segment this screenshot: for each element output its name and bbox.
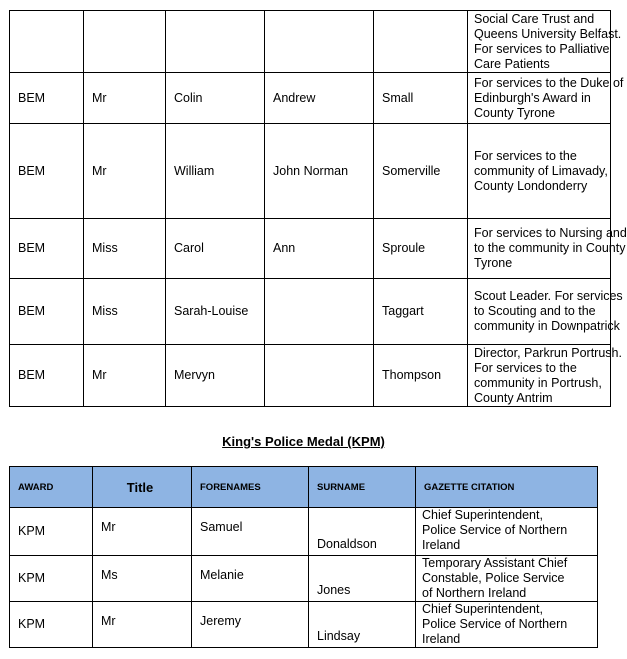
surname-cell: Thompson <box>374 345 468 407</box>
title-cell: Miss <box>84 219 166 279</box>
award-cell: BEM <box>10 219 84 279</box>
middle-name-cell <box>265 279 374 345</box>
table-row <box>10 345 611 407</box>
header-title: Title <box>93 467 192 508</box>
citation-cell: Social Care Trust and Queens University Belfast. For services to Palliative Care Patients <box>468 11 611 73</box>
title-cell <box>84 11 166 73</box>
table-row <box>10 508 598 556</box>
middle-name-cell: Ann <box>265 219 374 279</box>
table-row <box>10 73 611 124</box>
table-row <box>10 11 611 73</box>
forename-cell: Sarah-Louise <box>166 279 265 345</box>
title-cell: Mr <box>93 602 192 648</box>
citation-cell: Scout Leader. For services to Scouting and to the community in Downpatrick <box>468 279 611 345</box>
forename-cell <box>166 11 265 73</box>
award-cell: KPM <box>10 602 93 648</box>
header-surname: SURNAME <box>309 467 416 508</box>
section-heading: King's Police Medal (KPM) <box>222 434 385 449</box>
surname-cell: Taggart <box>374 279 468 345</box>
title-cell: Mr <box>93 508 192 556</box>
award-cell: KPM <box>10 508 93 556</box>
award-cell: KPM <box>10 556 93 602</box>
citation-cell: Chief Superintendent, Police Service of Northern Ireland <box>416 602 598 648</box>
middle-name-cell: Andrew <box>265 73 374 124</box>
surname-cell: Lindsay <box>309 602 416 648</box>
table-header-row <box>10 467 598 508</box>
forename-cell: Jeremy <box>192 602 309 648</box>
header-gazette-citation: GAZETTE CITATION <box>416 467 598 508</box>
surname-cell: Donaldson <box>309 508 416 556</box>
award-cell <box>10 11 84 73</box>
forename-cell: William <box>166 124 265 219</box>
title-cell: Mr <box>84 345 166 407</box>
middle-name-cell <box>265 345 374 407</box>
table-row <box>10 556 598 602</box>
surname-cell: Jones <box>309 556 416 602</box>
forename-cell: Colin <box>166 73 265 124</box>
title-cell: Miss <box>84 279 166 345</box>
title-cell: Mr <box>84 73 166 124</box>
citation-cell: For services to the community of Limavady, County Londonderry <box>468 124 611 219</box>
kpm-table <box>9 466 598 648</box>
citation-cell: Director, Parkrun Portrush. For services to the community in Portrush, County Antrim <box>468 345 611 407</box>
award-cell: BEM <box>10 73 84 124</box>
surname-cell: Somerville <box>374 124 468 219</box>
middle-name-cell: John Norman <box>265 124 374 219</box>
award-cell: BEM <box>10 345 84 407</box>
middle-name-cell <box>265 11 374 73</box>
table-row <box>10 279 611 345</box>
forename-cell: Melanie <box>192 556 309 602</box>
surname-cell <box>374 11 468 73</box>
table-row <box>10 124 611 219</box>
forename-cell: Carol <box>166 219 265 279</box>
forename-cell: Samuel <box>192 508 309 556</box>
citation-cell: Temporary Assistant Chief Constable, Police Service of Northern Ireland <box>416 556 598 602</box>
award-cell: BEM <box>10 124 84 219</box>
title-cell: Ms <box>93 556 192 602</box>
citation-cell: For services to Nursing and to the community in County Tyrone <box>468 219 611 279</box>
bem-table <box>9 10 627 407</box>
header-forenames: FORENAMES <box>192 467 309 508</box>
forename-cell: Mervyn <box>166 345 265 407</box>
citation-cell: For services to the Duke of Edinburgh's Award in County Tyrone <box>468 73 611 124</box>
citation-cell: Chief Superintendent, Police Service of Northern Ireland <box>416 508 598 556</box>
surname-cell: Small <box>374 73 468 124</box>
surname-cell: Sproule <box>374 219 468 279</box>
table-row <box>10 602 598 648</box>
header-award: AWARD <box>10 467 93 508</box>
award-cell: BEM <box>10 279 84 345</box>
table-row <box>10 219 611 279</box>
title-cell: Mr <box>84 124 166 219</box>
